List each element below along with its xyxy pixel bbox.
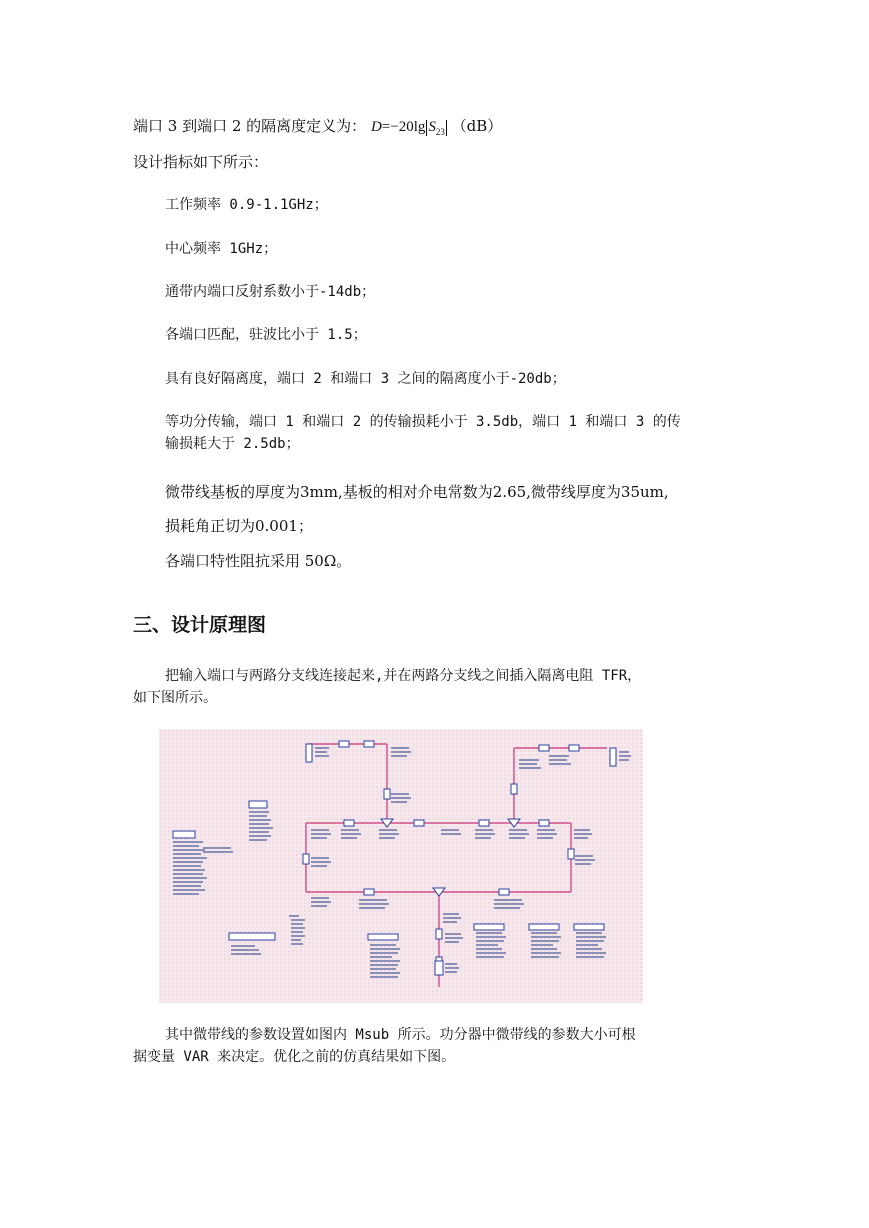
formula-lhs: D — [370, 119, 382, 135]
formula-eq: =−20lg — [381, 119, 426, 135]
formula-sub: 23 — [435, 127, 445, 137]
schematic-components — [173, 741, 616, 975]
spec-item: 各端口匹配，驻波比小于 1.5； — [165, 327, 367, 343]
paragraph-line: 如下图所示。 — [133, 690, 217, 706]
spec-item: 中心频率 1GHz； — [165, 241, 278, 257]
schematic-drawing — [159, 729, 643, 1003]
spec-item: 输损耗大于 2.5db； — [165, 436, 300, 452]
spec-item: 通带内端口反射系数小于-14db； — [165, 284, 376, 300]
section-title: 三、设计原理图 — [133, 614, 267, 636]
spec-item: 具有良好隔离度，端口 2 和端口 3 之间的隔离度小于-20db； — [165, 371, 566, 387]
isolation-formula — [371, 119, 452, 135]
spec-item: 等功分传输，端口 1 和端口 2 的传输损耗小于 3.5db，端口 1 和端口 3 的传 — [165, 414, 681, 430]
spec-intro: 设计指标如下所示： — [133, 153, 269, 171]
paragraph-line: 其中微带线的参数设置如图内 Msub 所示。功分器中微带线的参数大小可根 — [165, 1027, 636, 1043]
substrate-line: 损耗角正切为0.001； — [165, 517, 313, 535]
paragraph-line: 据变量 VAR 来决定。优化之前的仿真结果如下图。 — [133, 1049, 456, 1065]
spec-item: 工作频率 0.9-1.1GHz； — [165, 197, 328, 213]
isolation-unit: （dB） — [451, 117, 503, 135]
isolation-definition — [133, 116, 502, 142]
substrate-line: 微带线基板的厚度为3mm,基板的相对介电常数为2.65,微带线厚度为35um, — [165, 483, 669, 501]
substrate-line: 各端口特性阻抗采用 50Ω。 — [165, 552, 352, 570]
formula-s: S — [428, 119, 436, 135]
schematic-figure — [159, 729, 643, 1003]
schematic-annotations — [173, 747, 631, 978]
schematic-wires — [306, 744, 607, 987]
paragraph-line: 把输入端口与两路分支线连接起来,并在两路分支线之间插入隔离电阻 TFR， — [165, 668, 642, 684]
isolation-prefix: 端口 3 到端口 2 的隔离度定义为： — [133, 117, 367, 135]
